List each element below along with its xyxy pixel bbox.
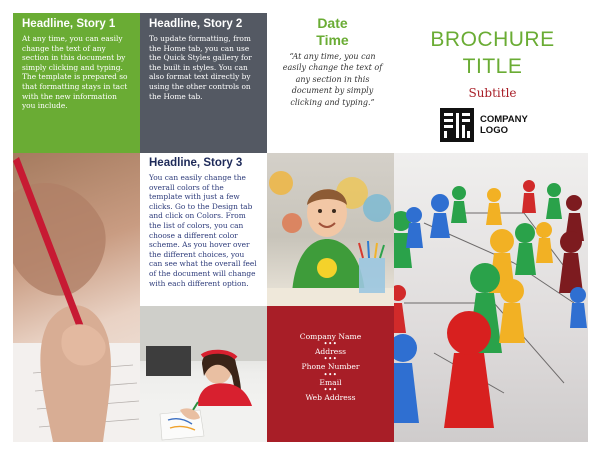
photo-pencil-writing[interactable] [13, 153, 140, 442]
story3-body[interactable]: You can easily change the overall colors of the template with just a few clicks. Go to the Design tab and click on Colors. From the list of colors, you can choose a different color scheme. As you hover over the different choices, you can see what the overall feel of the document will change with each different option. [149, 173, 257, 288]
date-title-line: Date [317, 15, 348, 31]
girl-photo-art [140, 306, 267, 442]
story3-headline[interactable]: Headline, Story 3 [149, 157, 243, 169]
brochure-title-line2: TITLE [462, 55, 523, 78]
story2-body[interactable]: To update formatting, from the Home tab, you can use the Quick Styles gallery for the built in styles. You can also format text directly by using the other controls on the Home tab. [149, 34, 252, 101]
boy-photo-art [267, 153, 394, 306]
brochure-title-line1: BROCHURE [430, 28, 555, 51]
company-logo-text [480, 114, 528, 136]
address[interactable]: Address [314, 347, 347, 357]
time-title-line: Time [316, 32, 349, 48]
date-quote[interactable]: “At any time, you can easily change the text of any section in this document by simply clicking and typing.” [282, 52, 383, 107]
pawns-photo-art [394, 153, 588, 442]
logo-line1: COMPANY [480, 114, 528, 125]
story1-body[interactable]: At any time, you can easily change the text of any section in this document by simply clicking and typing. The template is prepared so that formatting stays in tact with the new information you include. [22, 34, 128, 111]
date-time-title[interactable] [280, 15, 385, 49]
contact-panel [267, 306, 394, 442]
photo-girl-drawing[interactable] [140, 306, 267, 442]
date-time-block [280, 15, 385, 108]
subtitle[interactable]: Subtitle [468, 86, 517, 100]
photo-boy-painting[interactable] [267, 153, 394, 306]
logo-line2: LOGO [480, 125, 508, 136]
web-address[interactable]: Web Address [305, 392, 356, 402]
phone-number[interactable]: Phone Number [301, 362, 360, 372]
company-logo[interactable] [440, 108, 560, 142]
photo-pawns-network[interactable] [394, 153, 588, 442]
brochure-title[interactable] [410, 26, 575, 80]
separator-dots: ••• [323, 355, 338, 364]
separator-dots: ••• [323, 385, 338, 394]
story1-panel [13, 13, 140, 153]
story1-headline[interactable]: Headline, Story 1 [22, 18, 116, 30]
company-name[interactable]: Company Name [299, 332, 362, 341]
email[interactable]: Email [319, 377, 342, 387]
story2-headline[interactable]: Headline, Story 2 [149, 18, 243, 30]
cover-title-block [410, 26, 575, 100]
story2-panel [140, 13, 267, 153]
separator-dots: ••• [323, 370, 338, 379]
story3-panel [140, 153, 267, 306]
pencil-photo-art [13, 153, 140, 442]
company-logo-icon [440, 108, 474, 142]
separator-dots: ••• [323, 340, 338, 349]
